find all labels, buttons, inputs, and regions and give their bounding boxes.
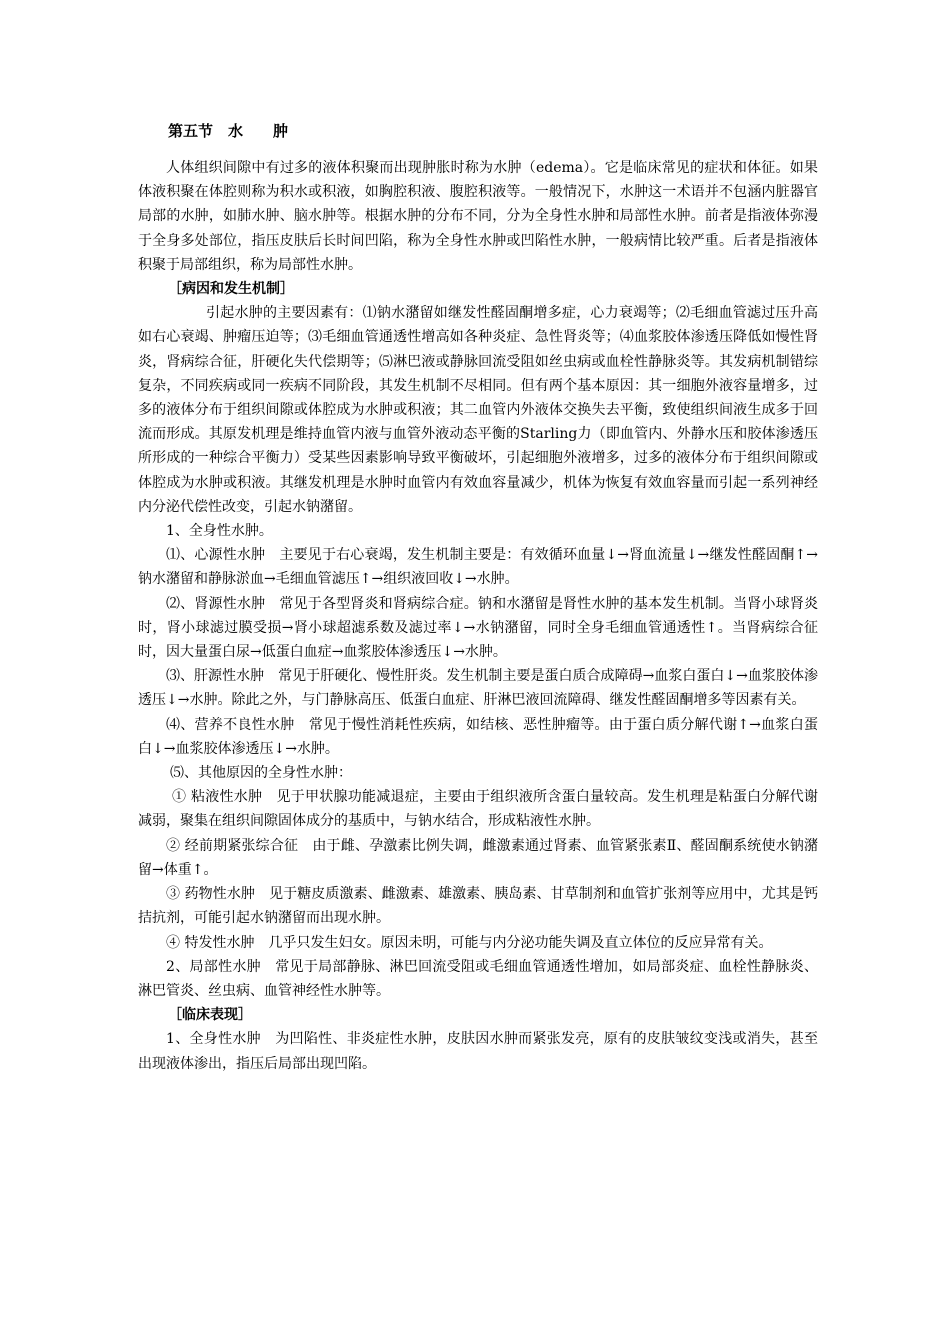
clinical-paragraph: 1、全身性水肿 为凹陷性、非炎症性水肿，皮肤因水肿而紧张发亮，原有的皮肤皱纹变浅或消失，甚至出现液体渗出，指压后局部出现凹陷。: [138, 1031, 818, 1072]
intro-paragraph: 人体组织间隙中有过多的液体积聚而出现肿胀时称为水肿（edema）。它是临床常见的症状和体征。如果体液积聚在体腔则称为积水或积液，如胸腔积液、腹腔积液等。一般情况下，水肿这一术语并不包涵内脏器官局部的水肿，如肺水肿、脑水肿等。根据水肿的分布不同，分为全身性水肿和局部性水肿。前者是指液体弥漫于全身多处部位，指压皮肤后长时间凹陷，称为全身性水肿或凹陷性水肿，一般病情比较严重。后者是指液体积聚于局部组织，称为局部性水肿。: [138, 160, 818, 273]
myxedema-paragraph: ① 粘液性水肿 见于甲状腺功能减退症，主要由于组织液所含蛋白量较高。发生机理是粘蛋白分解代谢减弱，聚集在组织间隙固体成分的基质中，与钠水结合，形成粘液性水肿。: [138, 789, 818, 830]
renal-edema-paragraph: ⑵、肾源性水肿 常见于各型肾炎和肾病综合症。钠和水潴留是肾性水肿的基本发生机制。当肾小球肾炎时，肾小球滤过膜受损→肾小球超滤系数及滤过率↓→水钠潴留，同时全身毛细血管通透性↑。当肾病综合征时，因大量蛋白尿→低蛋白血症→血浆胶体渗透压↓→水肿。: [138, 595, 818, 661]
etiology-heading: ［病因和发生机制］: [168, 281, 294, 298]
other-edema-heading: ⑸、其他原因的全身性水肿：: [170, 765, 352, 782]
etiology-paragraph: 引起水肿的主要因素有：⑴钠水潴留如继发性醛固酮增多症，心力衰竭等；⑵毛细血管滤过压升高如右心衰竭、肿瘤压迫等；⑶毛细血管通透性增高如各种炎症、急性肾炎等；⑷血浆胶体渗透压降低如慢性肾炎，肾病综合征，肝硬化失代偿期等；⑸淋巴液或静脉回流受阻如丝虫病或血栓性静脉炎等。其发病机制错综复杂，不同疾病或同一疾病不同阶段，其发生机制不尽相同。但有两个基本原因：其一细胞外液容量增多，过多的液体分布于组织间隙或体腔成为水肿或积液；其二血管内外液体交换失去平衡，致使组织间液生成多于回流而形成。其原发机理是维持血管内液与血管外液动态平衡的Starling力（即血管内、外静水压和胶体渗透压所形成的一种综合平衡力）受某些因素影响导致平衡破坏，引起细胞外液增多，过多的液体分布于组织间隙或体腔成为水肿或积液。其继发机理是水肿时血管内有效血容量减少，机体为恢复有效血容量而引起一系列神经内分泌代偿性改变，引起水钠潴留。: [138, 305, 818, 515]
section-title: 第五节 水 肿: [168, 122, 289, 140]
drug-edema-paragraph: ③ 药物性水肿 见于糖皮质激素、雌激素、雄激素、胰岛素、甘草制剂和血管扩张剂等应用中，尤其是钙拮抗剂，可能引起水钠潴留而出现水肿。: [138, 886, 818, 927]
cardiac-edema-paragraph: ⑴、心源性水肿 主要见于右心衰竭，发生机制主要是：有效循环血量↓→肾血流量↓→继发性醛固酮↑→钠水潴留和静脉淤血→毛细血管滤压↑→组织液回收↓→水肿。: [138, 547, 818, 588]
premenstrual-paragraph: ② 经前期紧张综合征 由于雌、孕激素比例失调，雌激素通过肾素、血管紧张素Ⅱ、醛固酮系统使水钠潴留→体重↑。: [138, 837, 818, 878]
malnutrition-edema-paragraph: ⑷、营养不良性水肿 常见于慢性消耗性疾病，如结核、恶性肿瘤等。由于蛋白质分解代谢↑→血浆白蛋白↓→血浆胶体渗透压↓→水肿。: [138, 716, 818, 757]
hepatic-edema-paragraph: ⑶、肝源性水肿 常见于肝硬化、慢性肝炎。发生机制主要是蛋白质合成障碍→血浆白蛋白↓→血浆胶体渗透压↓→水肿。除此之外，与门静脉高压、低蛋白血症、肝淋巴液回流障碍、继发性醛固酮增多等因素有关。: [138, 668, 818, 709]
idiopathic-edema-paragraph: ④ 特发性水肿 几乎只发生妇女。原因未明，可能与内分泌功能失调及直立体位的反应异常有关。: [166, 934, 773, 951]
systemic-edema-heading: 1、全身性水肿。: [166, 523, 273, 540]
clinical-heading: ［临床表现］: [168, 1007, 252, 1024]
local-edema-paragraph: 2、局部性水肿 常见于局部静脉、淋巴回流受阻或毛细血管通透性增加，如局部炎症、血栓性静脉炎、淋巴管炎、丝虫病、血管神经性水肿等。: [138, 958, 818, 999]
document-page: [138, 120, 818, 1076]
